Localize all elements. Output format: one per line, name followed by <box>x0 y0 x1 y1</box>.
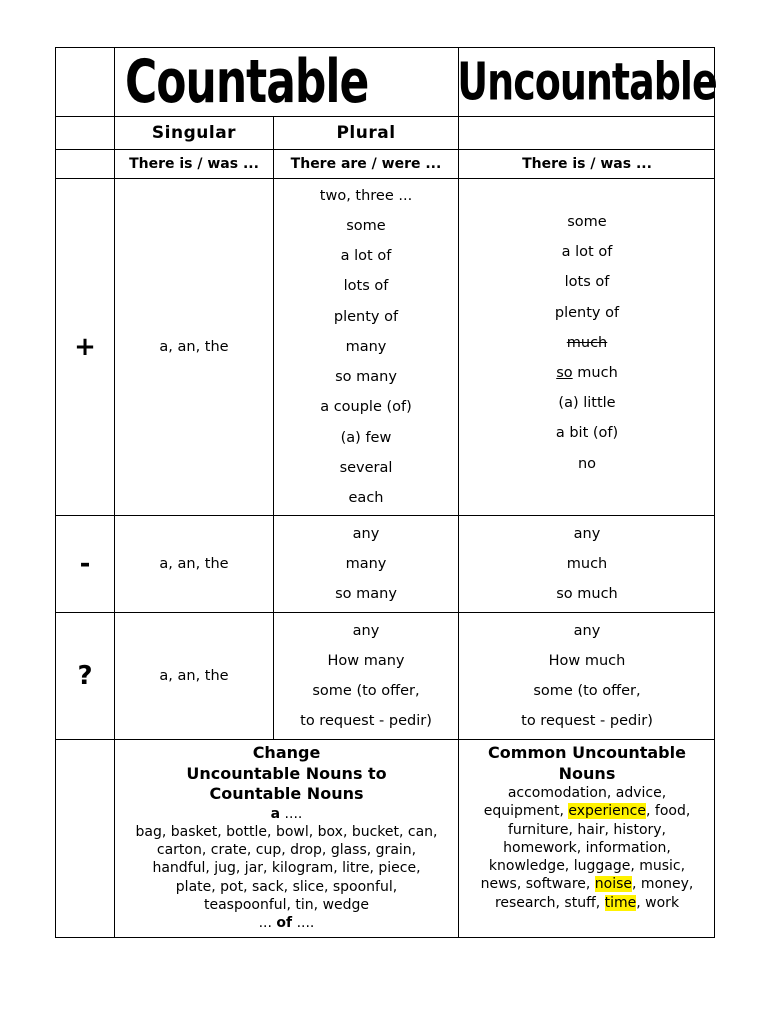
container-words: teaspoonful, tin, wedge <box>203 896 370 913</box>
noun-line <box>481 875 694 893</box>
list-item: How many <box>327 652 405 669</box>
a-line <box>271 805 303 823</box>
uncountable-structure: There is / was ... <box>522 156 652 172</box>
question-symbol-cell <box>56 613 114 739</box>
of-word: of <box>276 915 293 932</box>
noun-text: , money, <box>632 876 694 893</box>
noun-line: furniture, hair, history, <box>508 821 666 838</box>
plural-header-cell <box>274 117 458 149</box>
list-item: some (to offer, <box>312 683 420 699</box>
of-prefix: ... <box>258 915 277 932</box>
list-item: a lot of <box>340 248 392 265</box>
list-item: a couple (of) <box>320 399 412 416</box>
noun-text: news, software, <box>480 876 595 893</box>
list-item: to request - pedir) <box>521 713 653 730</box>
negative-symbol: - <box>79 549 91 579</box>
list-item: (a) little <box>558 395 616 412</box>
list-item: many <box>345 338 387 355</box>
of-suffix: .... <box>292 915 315 932</box>
list-item: each <box>348 489 384 506</box>
plural-structure-cell <box>274 150 458 178</box>
question-uncountable-cell <box>459 613 715 739</box>
positive-plural-cell <box>274 179 458 515</box>
grammar-table <box>55 47 715 938</box>
uncountable-structure-cell <box>459 150 715 178</box>
question-singular-cell <box>115 613 273 739</box>
noun-line: accomodation, advice, <box>507 785 667 801</box>
list-item: a bit (of) <box>555 425 619 442</box>
positive-uncountable-cell <box>459 179 715 515</box>
plural-structure: There are / were ... <box>290 156 442 172</box>
list-item: lots of <box>343 278 389 295</box>
of-line <box>259 914 315 932</box>
list-item: much <box>566 555 608 572</box>
container-words: plate, pot, sack, slice, spoonful, <box>175 878 398 895</box>
container-words: bag, basket, bottle, bowl, box, bucket, can, <box>135 823 438 840</box>
positive-singular: a, an, the <box>159 338 229 355</box>
list-item: to request - pedir) <box>300 713 432 730</box>
positive-singular-cell <box>115 179 273 515</box>
singular-structure-cell <box>115 150 273 178</box>
a-word: a <box>270 805 281 822</box>
container-words: carton, crate, cup, drop, glass, grain, <box>156 842 417 859</box>
highlight-noise: noise <box>594 876 633 893</box>
list-item: (a) few <box>340 429 392 446</box>
noun-line: homework, information, <box>503 839 671 856</box>
list-item: any <box>352 622 380 639</box>
plural-header: Plural <box>336 123 396 143</box>
highlight-experience: experience <box>568 803 646 820</box>
negative-uncountable-cell <box>459 516 715 612</box>
question-symbol: ? <box>77 661 93 691</box>
noun-line <box>484 802 691 820</box>
change-title: Change <box>252 743 321 762</box>
question-plural-cell <box>274 613 458 739</box>
common-uncountable-cell <box>459 740 715 937</box>
list-item: lots of <box>564 274 610 291</box>
noun-line: knowledge, luggage, music, <box>488 858 686 875</box>
negative-plural-cell <box>274 516 458 612</box>
container-words: handful, jug, jar, kilogram, litre, piece, <box>152 860 421 877</box>
countable-title: Countable <box>125 47 369 117</box>
noun-text: , food, <box>645 803 691 820</box>
negative-symbol-cell <box>56 516 114 612</box>
positive-symbol-cell <box>56 179 114 515</box>
common-title: Nouns <box>558 763 616 783</box>
list-item: plenty of <box>333 308 399 325</box>
list-item: no <box>577 455 597 472</box>
list-item: two, three ... <box>319 187 413 204</box>
noun-text: , work <box>636 894 680 911</box>
uncountable-title-cell <box>459 48 715 116</box>
list-item: any <box>573 622 601 639</box>
negative-singular-cell <box>115 516 273 612</box>
list-item: plenty of <box>554 304 620 321</box>
noun-line <box>495 894 679 912</box>
a-dots: .... <box>280 805 303 822</box>
list-item: How much <box>548 652 626 669</box>
singular-header: Singular <box>151 123 237 143</box>
underlined-so: so <box>556 365 573 382</box>
question-singular: a, an, the <box>159 667 229 684</box>
uncountable-title: Uncountable <box>457 52 717 112</box>
list-item: a lot of <box>561 244 613 261</box>
negative-singular: a, an, the <box>159 555 229 572</box>
list-item: so many <box>335 586 397 603</box>
change-title: Countable Nouns <box>209 784 364 803</box>
list-item: some <box>567 214 607 230</box>
list-item: some <box>346 218 386 235</box>
noun-text: equipment, <box>483 803 569 820</box>
list-item: any <box>573 525 601 542</box>
struck-much: much <box>566 334 608 351</box>
highlight-time: time <box>604 894 637 911</box>
singular-structure: There is / was ... <box>129 156 259 172</box>
common-title: Common Uncountable <box>488 743 686 762</box>
so-much-rest: much <box>572 365 618 382</box>
singular-header-cell <box>115 117 273 149</box>
list-item: so much <box>556 586 618 603</box>
change-title: Uncountable Nouns to <box>186 763 387 783</box>
list-item: some (to offer, <box>533 683 641 699</box>
positive-symbol: + <box>74 332 96 362</box>
noun-text: research, stuff, <box>494 894 605 911</box>
list-item: many <box>345 555 387 572</box>
change-nouns-cell <box>115 740 458 937</box>
list-item: several <box>339 459 393 476</box>
countable-title-cell <box>115 48 458 116</box>
list-item: so many <box>335 369 397 386</box>
list-item <box>556 358 618 388</box>
list-item: any <box>352 525 380 542</box>
